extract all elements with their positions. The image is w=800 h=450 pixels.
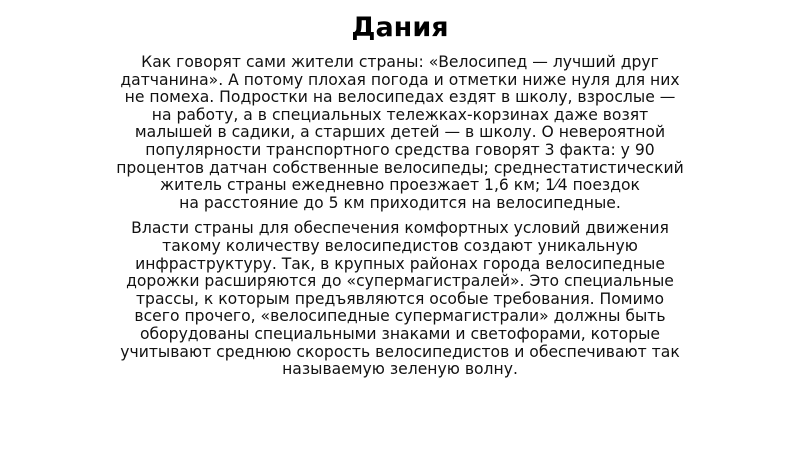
text-line: не помеха. Подростки на велосипедах ездят в школу, взрослые — bbox=[124, 88, 676, 107]
text-line: называемую зеленую волну. bbox=[282, 360, 518, 379]
paragraph-cycling-culture bbox=[40, 54, 760, 212]
text-line: датчанина». А потому плохая погода и отметки ниже нуля для них bbox=[120, 70, 680, 89]
text-line: дорожки расширяются до «супермагистралей». Это специальные bbox=[126, 272, 674, 291]
text-line: всего прочего, «велосипедные супермагистрали» должны быть bbox=[134, 307, 666, 326]
text-line: на расстояние до 5 км приходится на велосипедные. bbox=[179, 193, 621, 212]
text-line: Власти страны для обеспечения комфортных условий движения bbox=[131, 219, 669, 238]
text-line: Как говорят сами жители страны: «Велосипед — лучший друг bbox=[141, 53, 659, 71]
text-line: трассы, к которым предъявляются особые требования. Помимо bbox=[135, 289, 665, 308]
text-line: инфраструктуру. Так, в крупных районах города велосипедные bbox=[135, 254, 665, 273]
text-line: учитывают среднюю скорость велосипедистов и обеспечивают так bbox=[120, 342, 680, 361]
text-line: оборудованы специальными знаками и светофорами, которые bbox=[139, 324, 660, 343]
text-line: житель страны ежедневно проезжает 1,6 км; 1⁄4 поездок bbox=[160, 176, 640, 195]
text-line: малышей в садики, а старших детей — в школу. О невероятной bbox=[134, 123, 666, 142]
slide-title: Дания bbox=[351, 12, 449, 43]
paragraph-infrastructure bbox=[40, 220, 760, 378]
text-line: такому количеству велосипедистов создают уникальную bbox=[162, 236, 638, 255]
slide-body bbox=[40, 54, 760, 387]
text-line: процентов датчан собственные велосипеды; среднестатистический bbox=[116, 158, 684, 177]
text-line: популярности транспортного средства говорят 3 факта: у 90 bbox=[145, 140, 655, 159]
text-line: на работу, а в специальных тележках-корзинах даже возят bbox=[151, 105, 649, 124]
